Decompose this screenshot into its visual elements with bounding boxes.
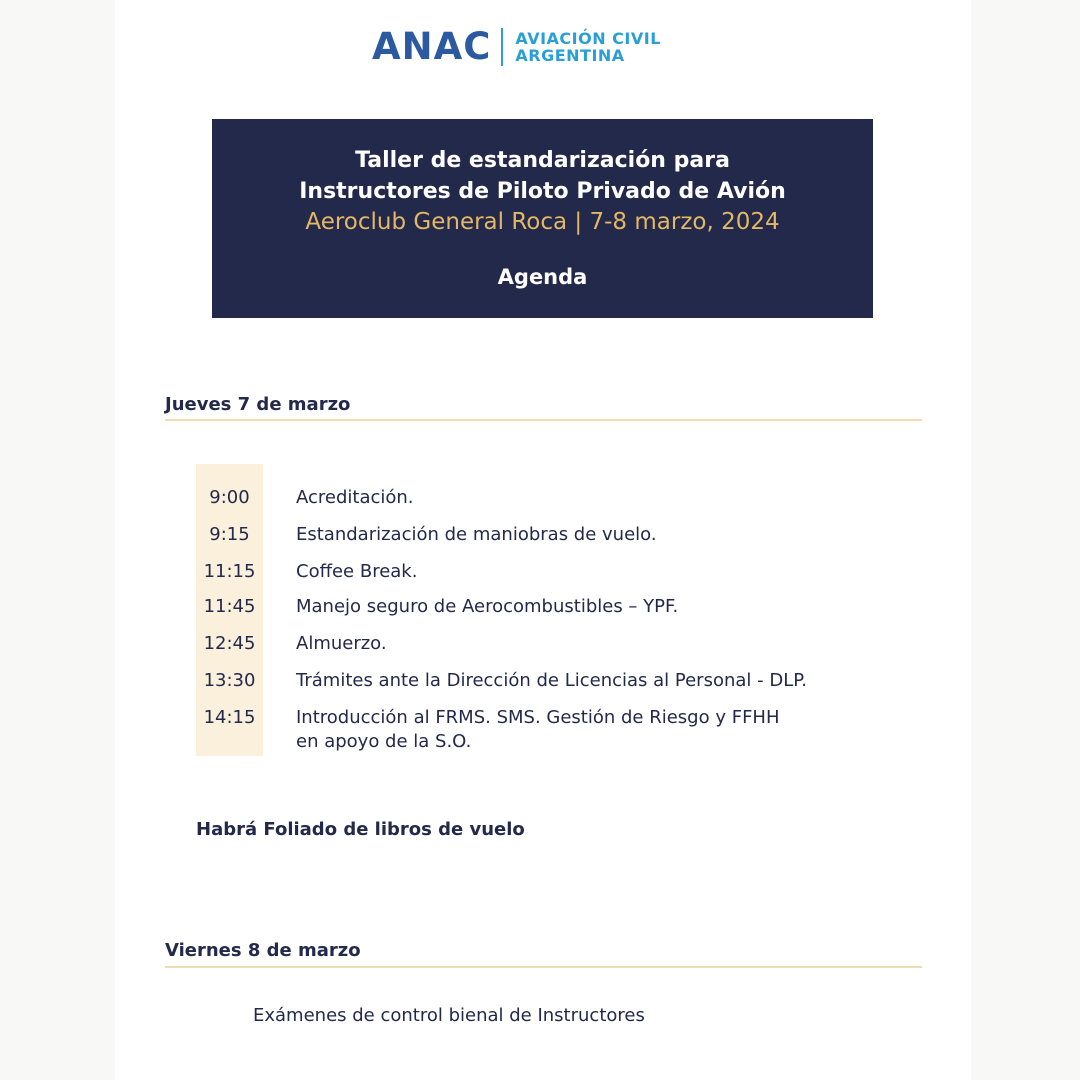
title-banner [212,119,873,318]
thursday-heading: Jueves 7 de marzo [165,394,351,415]
schedule-time: 11:15 [203,561,256,582]
schedule-time: 11:45 [203,596,256,617]
schedule-description: Introducción al FRMS. SMS. Gestión de Riesgo y FFHH en apoyo de la S.O. [296,707,780,752]
friday-activity: Exámenes de control bienal de Instructores [253,1005,645,1026]
logo-subtitle-line2: ARGENTINA [515,46,625,65]
anac-logo [372,27,661,67]
schedule-description: Acreditación. [296,487,414,508]
agenda-label: Agenda [497,265,588,289]
logo-subtitle-line1: AVIACIÓN CIVIL [515,29,661,48]
event-venue-date: Aeroclub General Roca | 7-8 marzo, 2024 [305,209,780,235]
schedule-description: Coffee Break. [296,561,418,582]
schedule-time: 9:00 [209,487,250,508]
logo-acronym: ANAC [372,25,492,68]
friday-heading: Viernes 8 de marzo [165,940,361,961]
schedule-time: 14:15 [203,707,256,728]
schedule-description: Almuerzo. [296,633,387,654]
event-title-line1: Taller de estandarización para [355,148,730,173]
friday-divider [165,966,922,968]
schedule-time: 13:30 [203,670,256,691]
schedule-time: 12:45 [203,633,256,654]
schedule-description: Manejo seguro de Aerocombustibles – YPF. [296,596,679,617]
logo-subtitle [515,30,661,64]
event-title [212,145,873,207]
event-title-line2: Instructores de Piloto Privado de Avión [299,179,786,204]
thursday-divider [165,419,922,421]
logbook-note: Habrá Foliado de libros de vuelo [196,819,525,840]
schedule-description: Estandarización de maniobras de vuelo. [296,524,657,545]
logo-divider [501,28,503,66]
schedule-time: 9:15 [209,524,250,545]
schedule-description: Trámites ante la Dirección de Licencias al Personal - DLP. [296,670,807,691]
